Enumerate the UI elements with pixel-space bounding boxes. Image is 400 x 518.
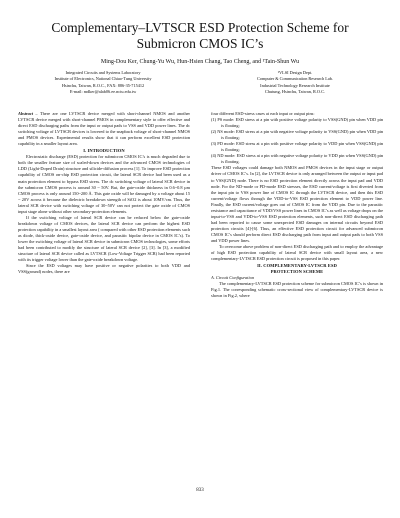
left-column xyxy=(18,111,190,486)
section-heading-introduction: I. INTRODUCTION xyxy=(83,148,125,154)
esd-stress-case-list xyxy=(211,117,383,165)
affiliation-line: Chutung, Hsinchu, Taiwan, R.O.C. xyxy=(264,88,326,94)
affiliation-line: Industrial Technology Research Institute xyxy=(260,82,330,88)
paper-title: Complementary–LVTSCR ESD Protection Scheme for Submicron CMOS IC’s xyxy=(51,20,349,51)
affiliation-right xyxy=(206,70,384,95)
affiliation-left xyxy=(14,70,192,95)
list-item: (2) NS mode: ESD stress at a pin with negative voltage polarity to VSS(GND) pin when VDD pin is floating; xyxy=(211,129,383,141)
affiliation-line: ¹VLSI Design Dept. xyxy=(277,70,313,75)
abstract xyxy=(18,111,190,147)
body-paragraph: These ESD voltages could damage both NMOS and PMOS devices in the input stage or output driver of CMOS IC’s. In [2], the LVTSCR device is only arranged between the output or input pad to VSS(GND) node. There is no ESD protection element directly across the input pad and VDD node. For the ND-mode or PD-mode ESD stresses, the ESD current/voltage is first diverted from the input pin to VSS power line of CMOS IC through the LVTSCR device, and then this ESD current/voltage flows through the VDD-to-VSS ESD protection element to VDD power line. Finally, the ESD current/voltage goes out of CMOS IC from the VDD pin. Due to the parasitic resistance and capacitance of VDD/VSS power lines in CMOS IC’s as well as voltage drops on the input-to-VSS and VDD-to-VSS ESD protection elements, such non-direct ESD discharging path had been reported to cause some unexpected ESD damages on internal circuits beyond ESD protection circuits [4]-[6]. Thus, an effective ESD protection circuit for advanced submicron CMOS IC’s should perform direct ESD discharging path from input and output pads to both VSS and VDD power lines. xyxy=(211,165,383,243)
body-paragraph: four different ESD-stress cases at each input or output pins: xyxy=(211,111,315,116)
list-item: (4) ND mode: ESD stress at a pin with negative voltage polarity to VDD pin when VSS(GND) pin is floating. xyxy=(211,153,383,165)
affiliation-line: Institute of Electronics, National Chiao-Tung University xyxy=(54,76,152,82)
body-paragraph: To overcome above problem of non-direct ESD discharging path and to employ the advantage of high ESD protection capability of lateral SCR device with small layout area, a new complementary-LVTSCR ESD protection circuit is proposed in this paper. xyxy=(211,244,383,262)
body-paragraph: Since the ESD voltages may have positive or negative polarities to both VDD and VSS(ground) nodes, there are xyxy=(18,263,190,275)
author-list: Ming-Dou Ker, Chung-Yu Wu, Hun-Hsien Chang, Tao Cheng, and ¹Tain-Shun Wu xyxy=(100,59,300,65)
section-heading-scheme xyxy=(211,263,383,275)
body-paragraph: If the switching voltage of lateral SCR device can be reduced below the gate-oxide breakdown voltage of CMOS devices, the lateral SCR device can perform the highest ESD protection capability in a smallest layout area ( compared with other ESD protection elements such as diode, thick-oxide device, gate-oxide device, and parasitic bipolar device in CMOS IC’s). To lower the switching voltage of lateral SCR device in submicron CMOS technologies, some efforts had been contributed to modify the structure of lateral SCR device [2], [3]. In [3], a modified structure of lateral SCR device called as LVTSCR (Low-Voltage Trigger SCR) had been reported with its trigger voltage lower than the gate-oxide breakdown voltage. xyxy=(18,214,190,263)
page-number: 833 xyxy=(196,488,204,493)
section-heading-line: II. COMPLEMENTARY-LVTSCR ESD xyxy=(257,263,337,269)
abstract-label: Abstract xyxy=(18,111,33,116)
section-heading-line: PROTECTION SCHEME xyxy=(270,269,324,275)
affiliation-line: Computer & Communication Research Lab. xyxy=(256,76,333,82)
body-paragraph: Electrostatic discharge (ESD) protection for submicron CMOS IC’s is much degraded due to both the smaller feature size of scaled-down devices and the advanced CMOS technologies of LDD (Light-Doped Drain) structure and silicide-diffusion process [1]. To improve ESD protection capability of CMOS on-chip ESD protection circuit, the lateral SCR device had been used as a main protection element to bypass ESD stress. The dc switching voltage of lateral SCR device in the submicron CMOS process is around 30 ~ 50V. But, the gate-oxide thickness in 0.6~0.8 µm CMOS process is only around 150~200 Å. This gate oxide will be damaged by a voltage about 15 ~ 20V across it because the dielectric breakdown strength of SiO2 is about 10MV/cm. Thus, the lateral SCR device with switching voltage of 30~50V can not protect the gate oxide of CMOS input stage alone without other secondary-protection elements. xyxy=(18,154,190,214)
affiliation-line: Integrated Circuits and Systems Laboratory xyxy=(65,70,141,75)
subsection-heading: A. Circuit Configuration xyxy=(211,275,255,281)
abstract-text: – There are one LVTSCR device merged with short-channel NMOS and another LVTSCR device merged with short-channel PMOS in complementary style to offer effective and direct ESD discharging paths from the input or output pads to VSS and VDD power lines. The dc switching voltage of LVTSCR devices is lowered to the snapback voltage of short-channel NMOS and PMOS devices. Experimental results show that it can perform excellent ESD protection capability in a smaller layout area. xyxy=(18,111,190,147)
right-column xyxy=(211,111,383,486)
body-paragraph: The complementary-LVTSCR ESD protection scheme for submicron CMOS IC’s is shown in Fig.1. The corresponding schematic cross-sectional view of complementary-LVTSCR device is shown in Fig.2, where xyxy=(211,281,383,299)
affiliation-email: E-mail: mdker@alab06.ee.nctu.edu.tw xyxy=(69,88,137,94)
affiliation-line: Hsinchu, Taiwan, R.O.C., FAX: 886-35-715412 xyxy=(61,82,145,88)
list-item: (1) PS mode: ESD stress at a pin with positive voltage polarity to VSS(GND) pin when VDD pin is floating; xyxy=(211,117,383,129)
list-item: (3) PD mode: ESD stress at a pin with positive voltage polarity to VDD pin when VSS(GND) pin is floating; xyxy=(211,141,383,153)
